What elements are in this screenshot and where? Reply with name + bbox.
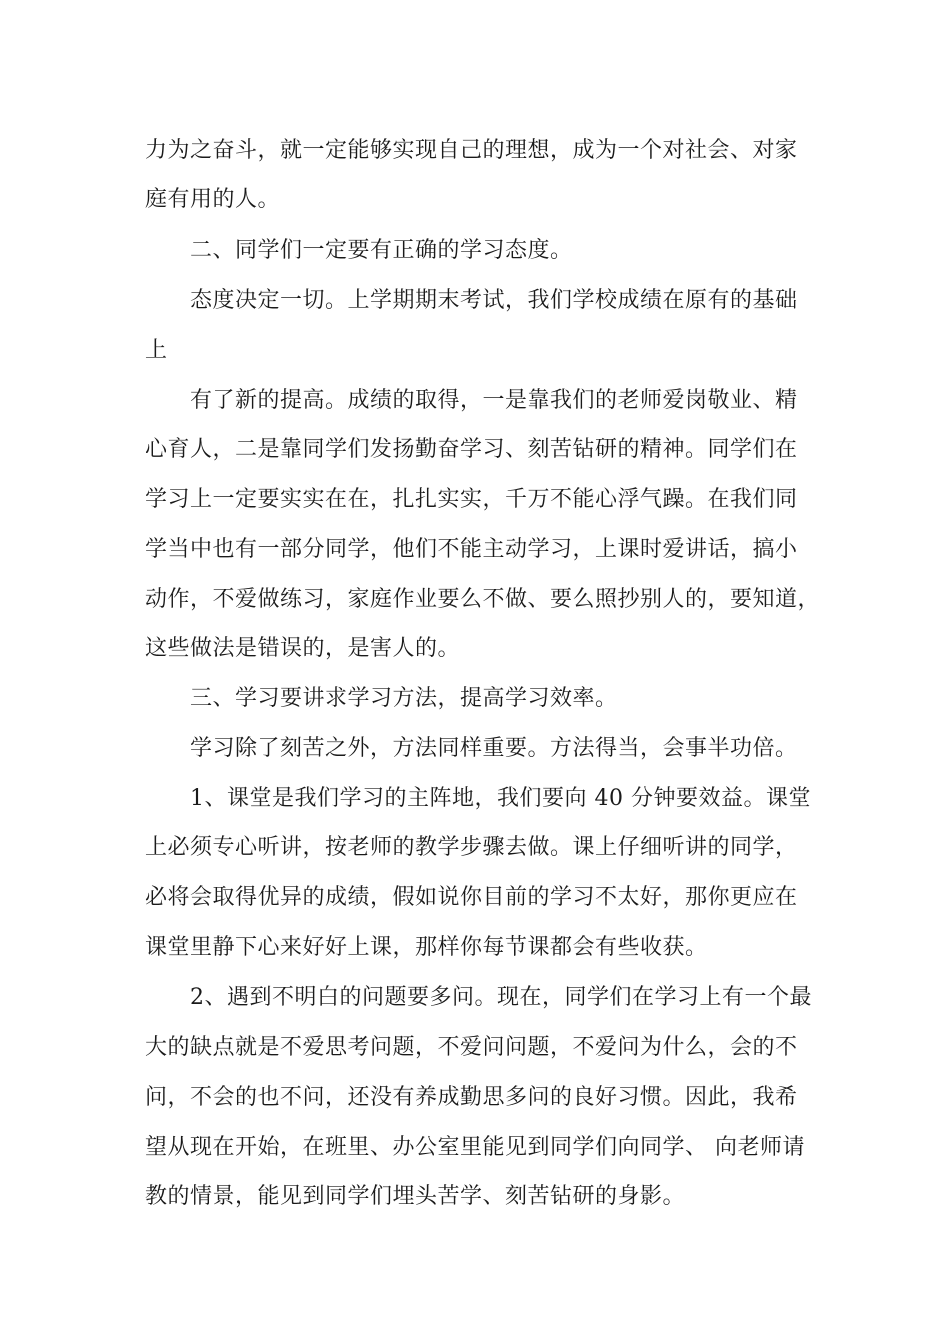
text-line: 庭有用的人。 bbox=[145, 187, 281, 212]
text-line: 望从现在开始，在班里、办公室里能见到同学们向同学、 向老师请 bbox=[145, 1135, 805, 1160]
text-line: 问，不会的也不问，还没有养成勤思多问的良好习惯。因此，我希 bbox=[145, 1085, 798, 1110]
text-line: 心育人，二是靠同学们发扬勤奋学习、刻苦钻研的精神。同学们在 bbox=[145, 437, 798, 462]
text-line: 上 bbox=[145, 338, 168, 363]
text-line: 这些做法是错误的，是害人的。 bbox=[145, 636, 461, 661]
text-line: 上必须专心听讲，按老师的教学步骤去做。课上仔细听讲的同学， bbox=[145, 835, 798, 860]
text-line: 态度决定一切。上学期期末考试，我们学校成绩在原有的基础 bbox=[190, 288, 798, 313]
text-line: 学习上一定要实实在在，扎扎实实，千万不能心浮气躁。在我们同 bbox=[145, 487, 798, 512]
section-heading: 三、学习要讲求学习方法，提高学习效率。 bbox=[190, 686, 618, 711]
text-line: 力为之奋斗，就一定能够实现自己的理想，成为一个对社会、对家 bbox=[145, 138, 798, 163]
text-line: 动作，不爱做练习，家庭作业要么不做、要么照抄别人的，要知道， bbox=[145, 587, 821, 612]
text-line: 必将会取得优异的成绩，假如说你目前的学习不太好，那你更应在 bbox=[145, 885, 798, 910]
section-heading: 二、同学们一定要有正确的学习态度。 bbox=[190, 238, 573, 263]
text-line: 大的缺点就是不爱思考问题，不爱问问题，不爱问为什么，会的不 bbox=[145, 1035, 798, 1060]
text-line: 课堂里静下心来好好上课，那样你每节课都会有些收获。 bbox=[145, 935, 708, 960]
text-line: 学当中也有一部分同学，他们不能主动学习，上课时爱讲话，搞小 bbox=[145, 537, 798, 562]
text-line: 有了新的提高。成绩的取得，一是靠我们的老师爱岗敬业、精 bbox=[190, 388, 798, 413]
list-item: 1、课堂是我们学习的主阵地，我们要向 40 分钟要效益。课堂 bbox=[190, 786, 811, 811]
text-line: 学习除了刻苦之外，方法同样重要。方法得当，会事半功倍。 bbox=[190, 736, 798, 761]
text-line: 教的情景，能见到同学们埋头苦学、刻苦钻研的身影。 bbox=[145, 1184, 686, 1209]
list-item: 2、遇到不明白的问题要多问。现在，同学们在学习上有一个最 bbox=[190, 985, 812, 1010]
